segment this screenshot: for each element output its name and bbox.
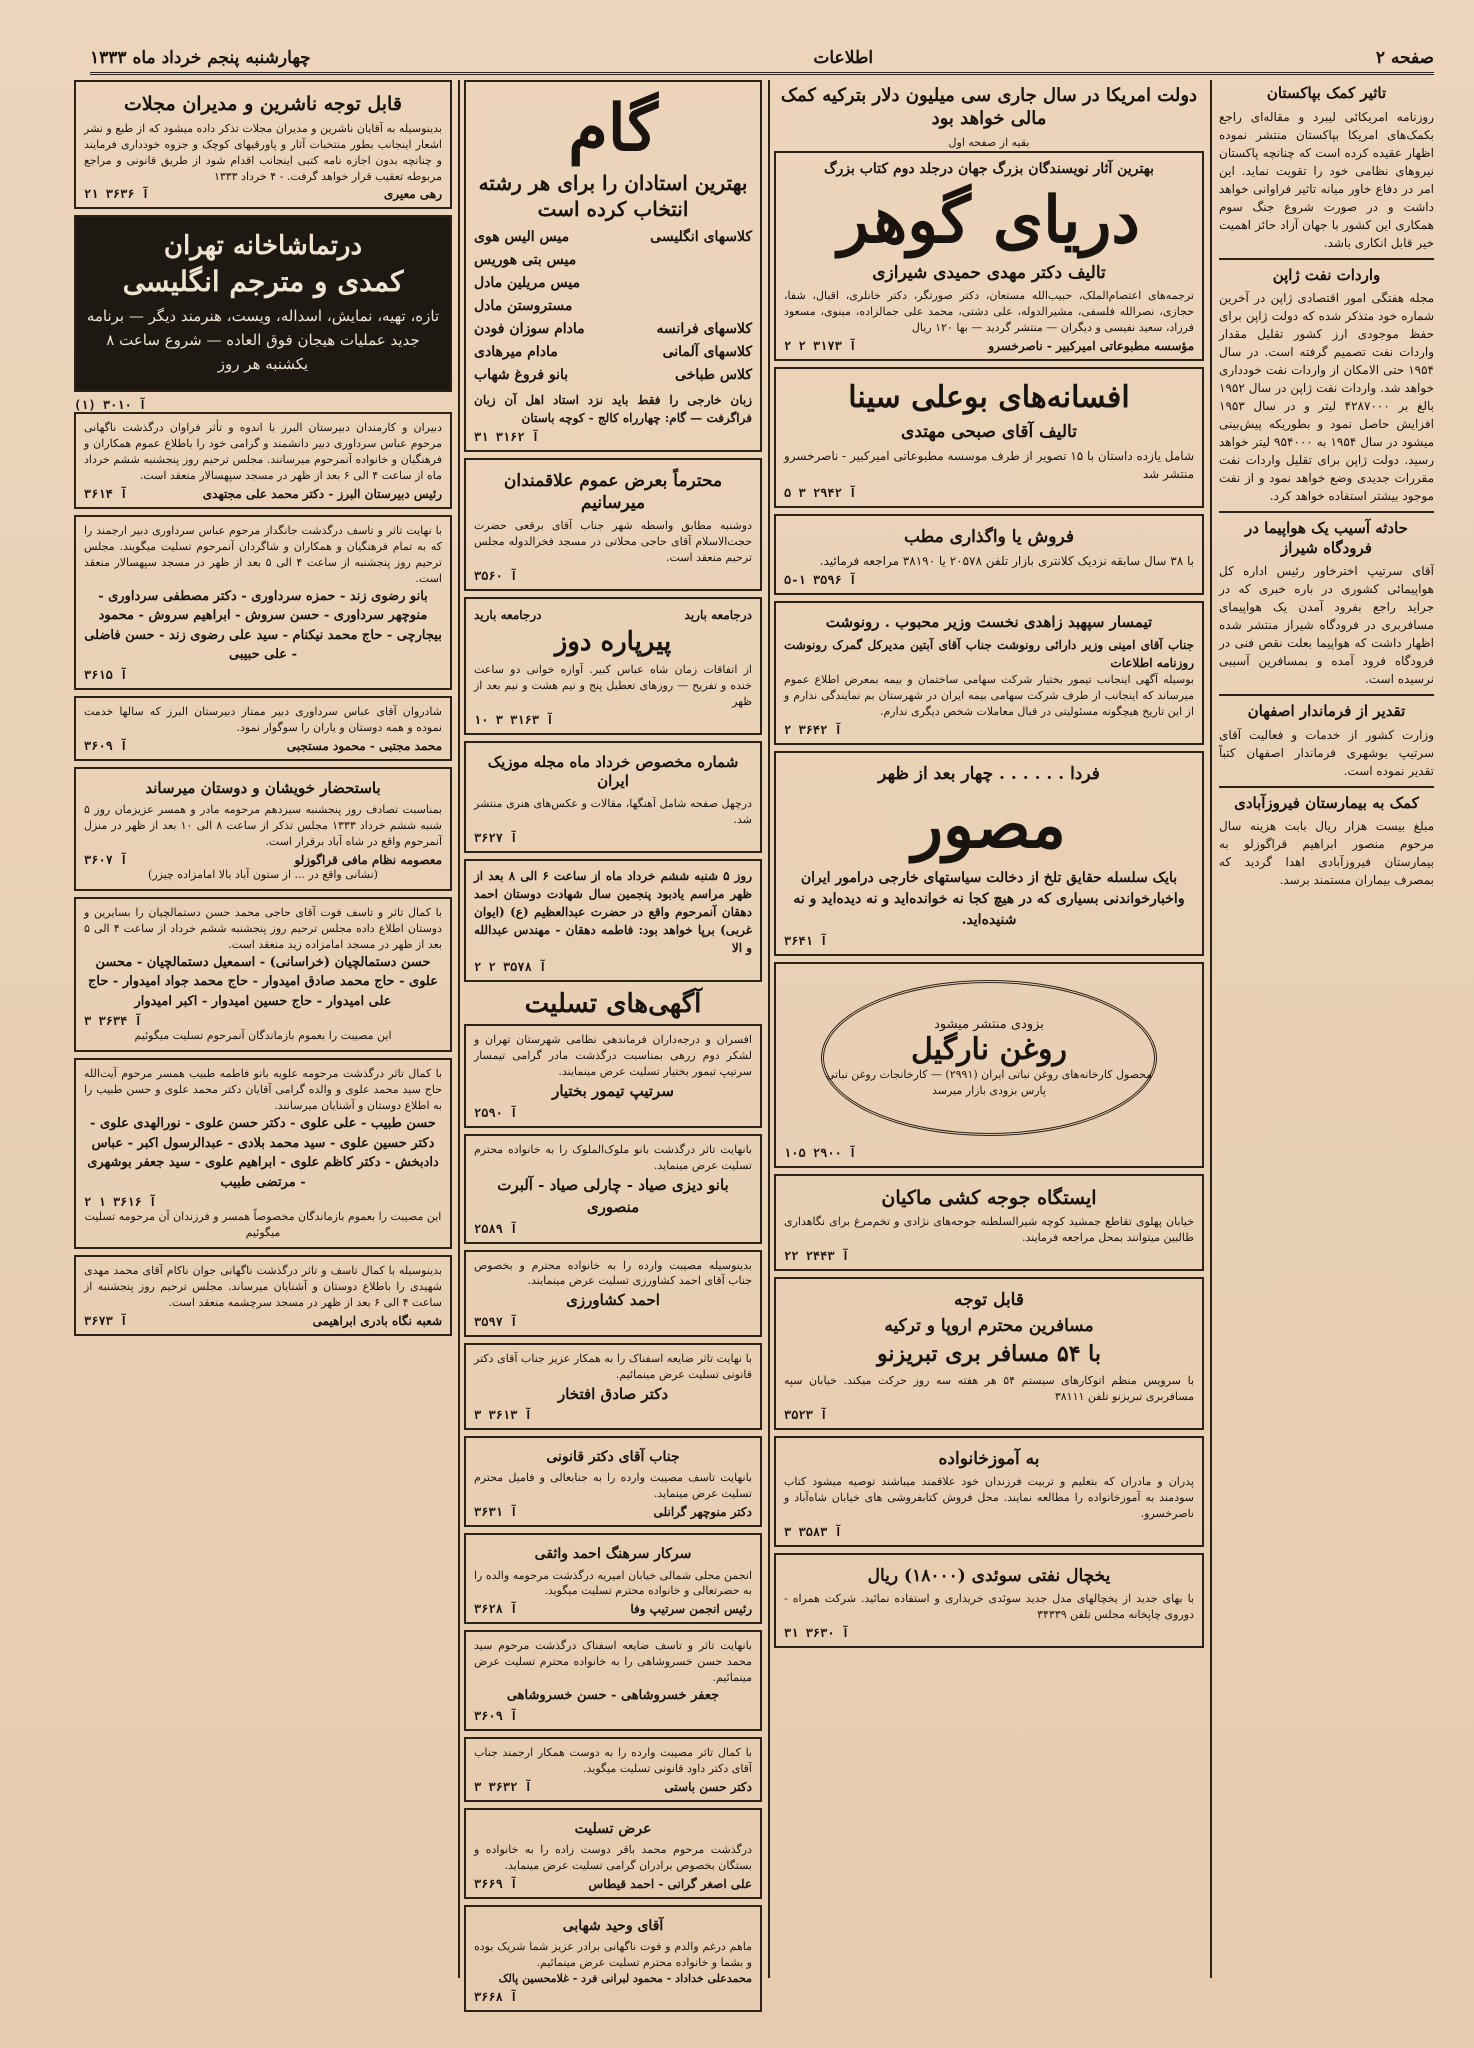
dastmalchian-text: با کمال تاثر و تاسف فوت آقای حاجی محمد حسن دستمالچیان را بسایرین و دوستان اطلاع داده مجلس ترحیم روز پنجشنبه ششم خرداد از ساعت ۴ الی ۵ بعد از ظهر در مسجد امامزاده زید منعقد است.	[84, 906, 443, 951]
condolence-signature: سرتیپ تیمور بختیار	[552, 1082, 674, 1101]
ad-music-magazine	[464, 741, 762, 853]
class-teacher: میس بتی هوریس	[474, 252, 577, 269]
ad-tehran-theater	[74, 215, 452, 392]
alborz-notice-code: آ ۳۶۱۴	[84, 487, 128, 502]
bouali-text: شامل یازده داستان با ۱۵ تصویر از طرف موسسه مطبوعاتی امیرکبیر - ناصرخسرو منتشر شد	[784, 448, 1194, 481]
condolence-code: آ ۳۶۶۸	[474, 1989, 518, 2004]
class-name: کلاسهای فرانسه	[656, 320, 752, 337]
bouali-code: آ ۲۹۴۲ ۳ ۵	[784, 485, 857, 500]
class-name	[618, 251, 752, 270]
continued-note: بقیه از صفحه اول	[948, 135, 1030, 149]
mosavar-title: مصور	[912, 788, 1066, 864]
theater-subtitle: کمدی و مترجم انگلیسی	[122, 265, 404, 299]
condolence-text: با کمال تاثر مصیبت وارده را به دوست همکار ارجمند جناب آقای دکتر داود قانونی تسلیت میگوید.	[474, 1745, 752, 1775]
class-name	[618, 274, 752, 293]
us-turkey-headline: دولت امریکا در سال جاری سی میلیون دلار بترکیه کمک مالی خواهد بود	[780, 85, 1198, 130]
tabib-names: حسن طبیب - علی علوی - دکتر حسن علوی - نورالهدی علوی - دکتر حسین علوی - سید محمد بلادی - عبدالرسول اکبر - عباس دادبخش - دکتر کاظم علوی - ابراهیم علوی - سید جعفر بوشهری - مرتضی طبیب	[87, 1116, 439, 1190]
tabib-text: با کمال تاثر درگذشت مرحومه علویه بانو فاطمه طبیب همسر مرحوم آیت‌الله حاج سید محمد علوی و والده گرامی آقایان دکتر محمد علوی و حسن طبیب را به اطلاع دوستان و آشنایان میرسانند.	[84, 1067, 442, 1113]
condolence-text: بانهایت تاسف مصیبت وارده را به جنابعالی و فامیل محترم تسلیت عرض مینماید.	[474, 1471, 752, 1501]
teymour-text: بوسیله آگهی اینجانب تیمور بختیار شرکت سهامی ساختمان و بیمه بمعرض اطلاع عموم میرساند که اینجانب از طرف شرکت سهامی بیمه ایران در شهرستان بم نمایندگی ندارم و از این تاریخ هیچگونه مسئولیتی در قبال معاملات شخص دیگری ندارم.	[784, 673, 1194, 719]
teymour-subtitle: جناب آقای امینی وزیر دارائی رونوشت جناب آقای آبتین مدیرکل گمرک رونوشت روزنامه اطلاعات	[784, 638, 1194, 671]
travel-text: با سرویس منظم اتوکارهای سیستم ۵۴ هر هفته سه روز حرکت میکند. خیابان سپه مسافربری تبریزنو تلفن ۳۸۱۱۱	[784, 1373, 1195, 1403]
notice-tabib	[74, 1058, 452, 1249]
condolence-ad	[464, 1533, 762, 1624]
travel-subtitle: مسافرین محترم اروپا و ترکیه	[884, 1316, 1094, 1337]
gam-note: زبان خارجی را فقط باید نزد استاد اهل آن زبان فراگرفت — گام: چهارراه کالج - کوچه باستان	[474, 392, 752, 425]
condolence-code: آ ۳۶۳۱	[474, 1505, 518, 1520]
gohar-code: آ ۳۱۷۳ ۲ ۲	[784, 339, 857, 354]
majles-code: آ ۳۵۶۰	[474, 568, 518, 583]
divider	[1219, 511, 1434, 513]
ad-mosavar	[774, 751, 1204, 955]
news-column	[1219, 80, 1434, 1978]
chick-title: ایستگاه جوجه کشی ماکیان	[881, 1186, 1097, 1209]
condolence-ad	[464, 1024, 762, 1127]
doz-code: آ ۳۱۶۳ ۳ ۱۰	[474, 712, 554, 727]
clinic-text: با ۳۸ سال سابقه نزدیک کلانتری بازار تلفن ۲۰۵۷۸ یا ۳۸۱۹۰ مراجعه فرمائید.	[819, 553, 1194, 568]
bouali-title: افسانه‌های بوعلی سینا	[848, 380, 1130, 416]
divider	[1219, 694, 1434, 696]
alborz-teacher-text: شادروان آقای عباس سرداوری دبیر ممتاز دبیرستان البرز که سالها خدمت نموده و همه دوستان و یاران را سوگوار نمود.	[84, 704, 442, 734]
dastmalchian-note: این مصیبت را بعموم بازماندگان آنمرحوم تسلیت میگوئیم	[134, 1029, 392, 1043]
notice-majles	[464, 458, 762, 591]
mosavar-code: آ ۳۶۴۱	[784, 933, 828, 948]
publishers-code: آ ۳۶۳۶ ۲۱	[84, 187, 150, 202]
condolence-code: آ ۳۶۲۸	[474, 1602, 518, 1617]
condolence-code: آ ۳۶۳۲ ۳	[474, 1779, 532, 1794]
theater-title: درتماشاخانه تهران	[163, 231, 363, 262]
coconut-oil-seal	[821, 980, 1157, 1136]
hospital-heading: کمک به بیمارستان فیروزآبادی	[1234, 793, 1419, 812]
majles-text: دوشنبه مطابق واسطه شهر جناب آقای برقعی حضرت حجت‌الاسلام آقای حاجی محلاتی در مسجد فخرالدوله مجلس ترحیم منعقد است.	[474, 518, 752, 564]
gohar-author: تالیف دکتر مهدی حمیدی شیرازی	[872, 263, 1106, 284]
doz-title: پیرپاره دوز	[554, 626, 672, 657]
condolence-signature: رئیس انجمن سرتیپ وفا	[630, 1602, 752, 1617]
oil-text: محصول کارخانه‌های روغن نباتی ایران (۲۹۹۱) — کارخانجات روغن نباتی پارس بزودی بازار میرسد	[825, 1068, 1153, 1097]
condolence-text: بانهایت تاثر و تاسف ضایعه اسفناک درگذشت مرحوم سید محمد حسن خسروشاهی را به خانواده محترم تسلیت عرض مینمائیم.	[474, 1639, 752, 1685]
memorial-code: آ ۳۵۷۸ ۲ ۲	[474, 959, 547, 974]
condolence-code: آ ۳۵۹۷	[474, 1314, 518, 1329]
class-name: کلاس طباخی	[675, 366, 752, 383]
memorial-text: روز ۵ شنبه ششم خرداد ماه از ساعت ۶ الی ۸ بعد از ظهر مراسم یادبود پنجمین سال شهادت دوستان احمد دهقان آنمرحوم واقع در حضرت عبدالعظیم (ع) (ایوان غربی) برپا خواهد بود: فاطمه دهقان - مهندس عبدالله و الا	[474, 868, 753, 955]
condolence-code: آ ۳۶۱۳ ۳	[474, 1408, 532, 1423]
shahidi-signature: شعبه نگاه بادری ابراهیمی	[312, 1313, 442, 1328]
mosavar-text: بایک سلسله حقایق تلخ از دخالت سیاستهای خارجی درامور ایران واخبارخواندنی بسیاری که در هیچ کجا نه خوانده‌اید و نه دیده‌اید و نه شنیده‌اید.	[793, 869, 1185, 928]
airport-text: آقای سرتیپ اخترخاور رئیس اداره کل هواپیمائی کشوری در باره خبری که در جراید راجع بفرود آمدن یک هواپیمای مسافربری در فرودگاه شیراز منتشر شده اظهار داشت که هواپیما بعلت نقص فنی در فرودگاه فرود آمده و بمسافرین آسیبی نرسیده است.	[1219, 564, 1434, 686]
school-book-code: آ ۳۵۸۳ ۳	[784, 1524, 842, 1539]
ad-travel	[774, 1277, 1204, 1430]
clinic-code: آ ۳۵۹۶ ۱-۵	[784, 572, 857, 587]
ads-column-right	[774, 80, 1204, 1978]
publishers-signature: رهی معیری	[383, 187, 442, 202]
sardavari-text: با نهایت تاثر و تاسف درگذشت جانگداز مرحوم عباس سرداوری دبیر ارجمند را که به تمام فرهنگیان و همکاران و شاگردان آنمرحوم تسلیت میگویند. مجلس ترحیم روز پنجشنبه از ساعت ۴ الی ۵ بعد از ظهر در مسجد سپهسالار منعقد است.	[84, 524, 442, 585]
publishers-text: بدینوسیله به آقایان ناشرین و مدیران مجلات تذکر داده میشود که از طبع و نشر اشعار اینجانب بطور منتخبات آثار و پاورقیهای کوچک و جزوه خودداری فرمایند و چنانچه بدون اجازه نامه کتبی اینجانب اقدام شود از طریق قانونی و مراجع مربوطه تعقیب قرار خواهد گرفت. - ۴ خرداد ۱۳۳۳	[84, 121, 442, 183]
travel-title: قابل توجه	[954, 1290, 1024, 1311]
pakistan-text: روزنامه امریکائی لیبرد و مقاله‌ای راجع بکمک‌های امریکا بپاکستان منتشر نموده اظهار عقیده کرده است که چنانچه پاکستان نیروهای نظامی خود را تقویت نماید. این امر در دفاع خاور میانه تاثیر فراوانی خواهد داشت و در صورت شروع جنگ سوم همکاری این کشور با جهان آزاد حائز اهمیت خیر قابل انکاری باشد.	[1219, 109, 1434, 250]
condolence-title: سرکار سرهنگ احمد واثقی	[534, 1546, 692, 1563]
divider	[1219, 786, 1434, 788]
ad-clinic	[774, 514, 1204, 595]
condolence-ad	[464, 1905, 762, 2012]
condolence-ad	[464, 1630, 762, 1730]
pakistan-heading: تاثیر کمک بپاکستان	[1266, 84, 1387, 102]
relatives-title: باستحضار خویشان و دوستان میرساند	[145, 778, 381, 797]
condolence-code: آ ۲۵۸۹	[474, 1221, 518, 1236]
condolence-signature: محمدعلی خداداد - محمود لبرانی فرد - غلامحسین پالک	[498, 1971, 752, 1985]
school-book-text: پدران و مادران که بتعلیم و تربیت فرزندان خود علاقمند میباشند توصیه میشود کتاب سودمند به آموزخانواده را مطالعه نمایند. محل فروش کتابفروشی های خیابان شاه‌آباد و ناصرخسرو.	[784, 1474, 1194, 1520]
relatives-code: آ ۳۶۰۷	[84, 853, 128, 868]
alborz-notice-text: دبیران و کارمندان دبیرستان البرز با اندوه و تأثر فراوان درگذشت ناگهانی مرحوم عباس سرداوری دبیر دانشمند و گرامی خود را باطلاع عموم همکاران و فرهنگیان و خانواده آنمرحوم میرسانند. مجلس ترحیم روز پنجشنبه ششم خرداد ماه از ساعت ۴ الی ۶ بعد از ظهر در مسجد سپهسالار منعقد است.	[84, 421, 442, 483]
theater-text: تازه، تهیه، نمایش، اسداله، ویست، هنرمند دیگر — برنامه جدید عملیات هیجان فوق العاده — شروع ساعت ۸ یکشنبه هر روز	[86, 307, 440, 374]
class-name: کلاسهای انگلیسی	[650, 229, 752, 246]
condolence-text: ماهم درغم والدم و فوت ناگهانی برادر عزیز شما شریک بوده و بشما و خانواده محترم تسلیت عرض مینمائیم.	[474, 1939, 752, 1969]
class-teacher: میس الیس هوی	[474, 229, 570, 246]
condolence-code: آ ۳۶۰۹	[474, 1708, 518, 1723]
fridge-text: با بهای جدید از یخچالهای مدل جدید سوئدی خریداری و استفاده نمائید. شرکت همراه - دوروی چاپخانه مجلس تلفن ۳۴۳۳۹	[784, 1591, 1194, 1621]
notice-shahidi	[74, 1255, 452, 1336]
tabib-note: این مصیبت را بعموم بازماندگان مخصوصاً همسر و فرزندان آن مرحومه تسلیت میگوئیم	[84, 1210, 442, 1240]
notice-publishers	[74, 80, 452, 209]
notice-dastmalchian	[74, 897, 452, 1052]
ad-bouali	[774, 367, 1204, 508]
alborz-notice-signature: رئیس دبیرستان البرز - دکتر محمد علی مجتهدی	[202, 487, 442, 502]
condolence-signature: بانو دیزی صیاد - چارلی صیاد - آلبرت منصوری	[497, 1175, 729, 1216]
column-rule	[768, 80, 770, 1978]
doz-label-right: درجامعه بارید	[474, 607, 542, 622]
class-teacher: مادام میرهادی	[474, 343, 558, 360]
column-rule	[458, 80, 460, 1978]
notices-column-left	[74, 80, 452, 1978]
tabib-code: آ ۳۶۱۶ ۱ ۲	[84, 1195, 157, 1210]
sardavari-code: آ ۳۶۱۵	[84, 667, 128, 682]
relatives-signature: معصومه نظام مافی قراگوزلو	[294, 853, 442, 868]
condolence-text: بدینوسیله مصیبت وارده را به خانواده محترم و بخصوص جناب آقای احمد کشاورزی تسلیت عرض مینمایند.	[474, 1258, 752, 1288]
condolence-ad	[464, 1134, 762, 1244]
majles-title: محترماً بعرض عموم علاقمندان میرسانیم	[503, 470, 723, 513]
oil-code: آ ۲۹۰۰ ۱۰۵	[784, 1145, 857, 1160]
class-name: کلاسهای آلمانی	[662, 343, 752, 360]
condolence-title: عرض تسلیت	[574, 1820, 652, 1837]
condolence-title: جناب آقای دکتر قانونی	[546, 1449, 680, 1466]
shahidi-code: آ ۳۶۷۳	[84, 1313, 128, 1328]
divider	[1219, 258, 1434, 260]
condolence-signature: دکتر حسن باستی	[664, 1779, 752, 1794]
issue-date: چهارشنبه پنجم خرداد ماه ۱۳۳۳	[90, 48, 311, 68]
gam-title: گام	[568, 91, 658, 166]
condolence-title: آقای وحید شهابی	[562, 1917, 664, 1934]
doz-label-left: درجامعه بارید	[684, 607, 752, 622]
condolence-text: درگذشت مرحوم محمد باقر دوست زاده را به خانواده و بستگان بخصوص برادران گرامی تسلیت عرض مینماید.	[474, 1842, 752, 1872]
condolence-signature: دکتر صادق افتخار	[557, 1384, 669, 1403]
fridge-title: یخچال نفتی سوئدی (۱۸۰۰۰) ریال	[867, 1565, 1111, 1586]
notice-sardavari	[74, 515, 452, 690]
school-book-title: به آموزخانواده	[938, 1448, 1040, 1469]
condolence-code: آ ۲۵۹۰	[474, 1105, 518, 1120]
notice-alborz-school	[74, 412, 452, 509]
page-number: صفحه ۲	[1375, 48, 1434, 68]
ad-family-book	[774, 1436, 1204, 1547]
class-teacher: مادام سوزان فودن	[474, 320, 585, 337]
condolence-text: انجمن محلی شمالی خیابان امیریه درگذشت مرحومه والده را به حضرتعالی و خانواده محترم تسلیت میگوید.	[474, 1568, 752, 1598]
ads-column-middle	[464, 80, 762, 2004]
column-rule	[1210, 80, 1212, 1978]
condolence-signature: احمد کشاورزی	[566, 1291, 660, 1310]
travel-big: با ۵۴ مسافر بری تبریزنو	[876, 1341, 1102, 1368]
condolences-heading: آگهی‌های تسلیت	[524, 988, 702, 1019]
ad-pirpareh-duz	[464, 597, 762, 735]
fridge-code: آ ۳۶۳۰ ۳۱	[784, 1625, 850, 1640]
class-teacher: مستروستن مادل	[474, 298, 573, 315]
gohar-publisher: مؤسسه مطبوعاتی امیرکبیر - ناصرخسرو	[988, 339, 1194, 354]
condolence-ad	[464, 1343, 762, 1430]
gam-subtitle: بهترین استادان را برای هر رشته انتخاب کرده است	[478, 171, 748, 222]
teymour-title: تیمسار سپهبد زاهدی نخست وزیر محبوب . رونوشت	[825, 612, 1153, 631]
travel-code: آ ۳۵۲۳	[784, 1407, 828, 1422]
condolence-ad	[464, 1808, 762, 1899]
bouali-author: تالیف آقای صبحی مهتدی	[901, 421, 1077, 442]
theater-code: آ ۳۰۱۰ (۱)	[74, 398, 147, 413]
class-teacher: بانو فروغ شهاب	[474, 366, 569, 383]
dastmalchian-code: آ ۳۶۳۴ ۳	[84, 1014, 142, 1029]
condolence-ad	[464, 1436, 762, 1527]
relatives-address: (نشانی واقع در ... از ستون آباد بالا امامزاده چیزر)	[148, 868, 378, 882]
teymour-code: آ ۳۶۴۲ ۲	[784, 723, 842, 738]
alborz-teacher-names: محمد مجتبی - محمود مستجبی	[286, 738, 442, 753]
ad-fridge	[774, 1553, 1204, 1648]
notice-relatives	[74, 767, 452, 891]
doz-text: از اتفاقات زمان شاه عباس کبیر. آوازه خوانی دو ساعت خنده و تفریح — روزهای تعطیل پنج و نیم هشت و نیم بعد از ظهر	[474, 663, 752, 708]
masthead	[90, 44, 1434, 75]
music-text: درچهل صفحه شامل آهنگها، مقالات و عکس‌های هنری منتشر شد.	[474, 796, 752, 826]
ad-coconut-oil	[774, 962, 1204, 1168]
relatives-text: بمناسبت تصادف روز پنجشنبه سیزدهم مرحومه مادر و همسر عزیزمان روز ۵ شنبه ششم خرداد ۱۳۳۳ مجلس تذکر از ساعت ۸ الی ۱۰ بعد از ظهر در منزل آنمرحوم واقع در شاه آباد برقرار است.	[84, 803, 442, 849]
clinic-title: فروش یا واگذاری مطب	[903, 526, 1075, 547]
ad-chicken-hatchery	[774, 1174, 1204, 1272]
condolence-signature: دکتر منوچهر گرانلی	[653, 1505, 752, 1520]
condolence-signature: علی اصغر گرانی - احمد قیطاس	[588, 1876, 752, 1891]
airport-heading: حادثه آسیب یک هواپیما در فرودگاه شیراز	[1245, 519, 1408, 557]
notice-memorial	[464, 859, 762, 982]
class-teacher: میس مریلین مادل	[474, 275, 581, 292]
gam-class-list	[474, 228, 752, 384]
hospital-text: مبلغ بیست هزار ریال بابت هزینه سال مرحوم منصور ابراهیم قراگوزلو به بیمارستان فیروزآبادی اهدا گردید که بمصرف بیماران مستمند برسد.	[1219, 819, 1434, 887]
condolence-code: آ ۳۶۶۹	[474, 1876, 518, 1891]
music-code: آ ۳۶۲۷	[474, 830, 518, 845]
condolence-text: افسران و درجه‌داران فرماندهی نظامی شهرستان تهران و لشکر دوم زرهی بمناسبت درگذشت مادر گرامی تیمسار سرتیپ تیمور بختیار تسلیت عرض مینمایند.	[474, 1033, 752, 1079]
chick-code: آ ۲۴۴۳ ۲۲	[784, 1249, 850, 1264]
ad-teymour	[774, 601, 1204, 745]
gam-code: آ ۳۱۶۲ ۳۱	[474, 429, 540, 444]
gohar-subtitle: بهترین آثار نویسندگان بزرگ جهان درجلد دوم کتاب بزرگ	[823, 160, 1155, 177]
music-title: شماره مخصوص خرداد ماه مجله موزیک ایران	[487, 752, 739, 791]
alborz-teacher-code: آ ۳۶۰۹	[84, 738, 128, 753]
paper-name: اطلاعات	[813, 48, 874, 68]
shahidi-text: بدینوسیله با کمال تاسف و تاثر درگذشت ناگهانی جوان ناکام آقای محمد مهدی شهیدی را باطلاع دوستان و آشنایان میرساند. مجلس ترحیم روز پنجشنبه از ساعت ۴ الی ۶ بعد از ظهر در مسجد سرچشمه منعقد است.	[84, 1264, 442, 1309]
ad-darya-gohar	[774, 151, 1204, 361]
isfahan-heading: تقدیر از فرماندار اصفهان	[1247, 702, 1406, 720]
japan-oil-text: مجله هفتگی امور اقتصادی ژاپن در آخرین شماره خود متذکر شده که دولت ژاپن برای حفظ موجودی ارز کشور تقلیل مقدار واردات نفت تصمیم گرفته است. در سال ۱۹۵۴ حتی الامکان از واردات نفت خودداری خواهد شد. واردات نفت ژاپن در سال ۱۹۵۲ بالغ بر ۴۲۸۷۰۰۰ لیتر و در سال ۱۹۵۳ افزایش حاصل نمود و بطوریکه پیش‌بینی میشود در سال ۱۹۵۴ به ۹۵۴۰۰۰ لیتر خواهد رسید. دولت ژاپن برای تقلیل واردات نفت مقررات جدیدی وضع خواهد نمود و از نفت موجود بیشتر استفاده خواهد کرد.	[1219, 291, 1434, 503]
gohar-text: ترجمه‌های اعتصام‌الملک، حبیب‌الله مستعان، دکتر صورتگر، دکتر خانلری، اقبال، شفا، حجازی، نصرالله فلسفی، مشیرالدوله، علی دشتی، محمد علی جمالزاده، مینوی، مسعود فرزاد، سعید نفیسی و دیگران — منتشر گردید — بها ۱۲۰ ریال	[784, 289, 1194, 335]
oil-title: روغن نارگیل	[911, 1032, 1067, 1068]
chick-text: خیابان پهلوی تقاطع جمشید کوچه شیرالسلطنه جوجه‌های نژادی و تخم‌مرغ برای نگاهداری طالبین میتوانند بمحل مراجعه فرمایند.	[784, 1215, 1194, 1245]
isfahan-text: وزارت کشور از خدمات و فعالیت آقای سرتیپ بوشهری فرماندار اصفهان کتباً تقدیر نموده است.	[1219, 727, 1434, 778]
mosavar-top: فردا . . . . . . چهار بعد از ظهر	[878, 764, 1100, 785]
japan-oil-heading: واردات نفت ژاپن	[1272, 265, 1381, 284]
sardavari-names: بانو رضوی زند - حمزه سرداوری - دکتر مصطفی سرداوری - منوچهر سرداوری - حسن سروش - ابراهیم سروش - محمود بیجارچی - حاج محمد نیکنام - سید علی رضوی زند - حسن فاضلی - علی حبیبی	[84, 588, 442, 663]
publishers-title: قابل توجه ناشرین و مدیران مجلات	[124, 93, 402, 115]
ad-gam-school	[464, 80, 762, 452]
condolence-ad	[464, 1250, 762, 1337]
condolence-ad	[464, 1737, 762, 1802]
dastmalchian-names: حسن دستمالچیان (خراسانی) - اسمعیل دستمالچیان - محسن علوی - حاج محمد صادق امیدوار - حاج محمد جواد امیدوار - حاج علی امیدوار - حاج حسین امیدوار - اکبر امیدوار	[87, 954, 438, 1009]
oil-top-line: بزودی منتشر میشود	[934, 1017, 1044, 1033]
condolence-text: بانهایت تاثر درگذشت بانو ملوک‌الملوک را به خانواده محترم تسلیت عرض مینماید.	[474, 1142, 752, 1172]
condolence-signature: جعفر خسروشاهی - حسن خسروشاهی	[506, 1688, 720, 1704]
gohar-title: دریای گوهر	[838, 182, 1140, 258]
notice-alborz-teacher	[74, 696, 452, 761]
condolence-text: با نهایت تاثر ضایعه اسفناک را به همکار عزیز جناب آقای دکتر قانونی تسلیت عرض مینمائیم.	[474, 1351, 752, 1381]
class-name	[618, 297, 752, 316]
